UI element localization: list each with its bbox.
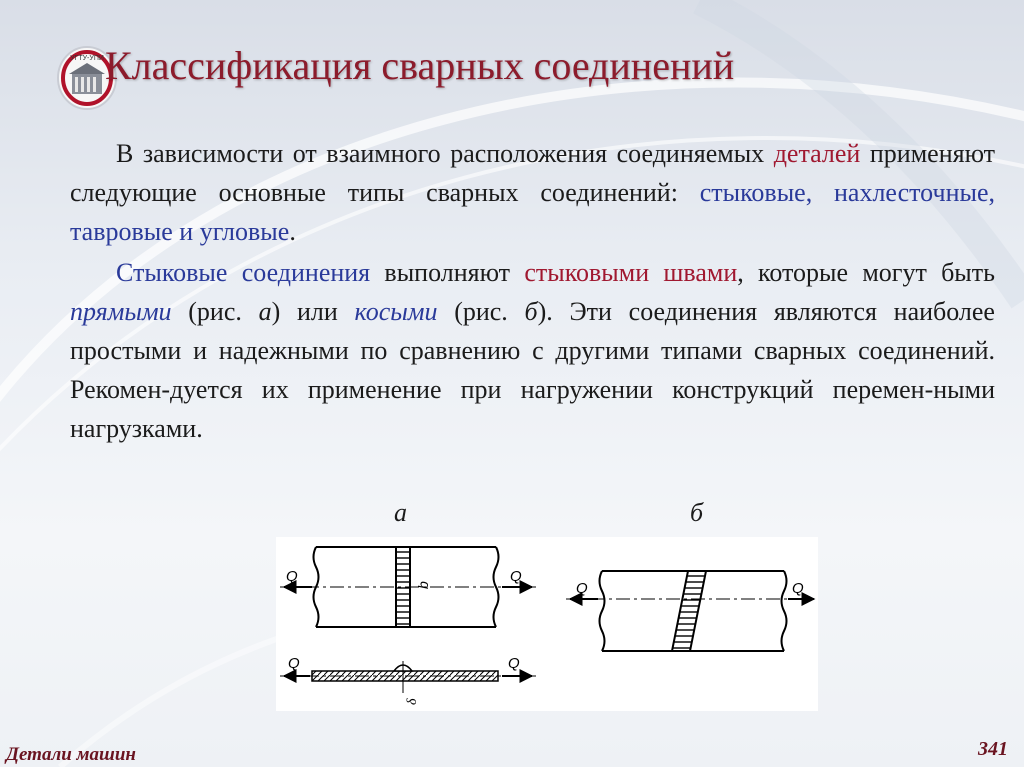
load-label-right-b: Q (792, 580, 804, 597)
p2-text-5: (рис. (437, 297, 525, 326)
p2-text-1: выполняют (370, 258, 525, 287)
paragraph-types (70, 134, 995, 251)
paragraph-butt-joints (70, 253, 995, 448)
p1-text-3: . (289, 217, 296, 246)
width-label-b: b (415, 581, 431, 589)
slide-body (70, 134, 995, 448)
logo-text: УГТУ-УПИ (70, 55, 104, 62)
footer-course-name: Детали машин (6, 744, 136, 765)
term-butt-joints: Стыковые соединения (116, 258, 371, 287)
figure-label-b: б (690, 498, 704, 527)
load-label-left-section: Q (288, 655, 300, 672)
straight-butt-joint-section (280, 655, 536, 705)
load-label-right-section: Q (508, 655, 520, 672)
slide-number: 341 (978, 738, 1008, 760)
load-label-left-a: Q (286, 568, 298, 585)
p2-text-2: , которые могут быть (737, 258, 995, 287)
straight-butt-joint-top (280, 547, 536, 627)
weld-figure (276, 537, 818, 711)
fig-ref-a: а (258, 297, 272, 326)
term-butt-seams: стыковыми швами (524, 258, 738, 287)
p2-text-3: (рис. (171, 297, 259, 326)
p2-text-6: ). Эти соединения являются наиболее простыми и надежными по сравнению с другими типами сварных соединений. Рекомен-дуется их применение при нагружении конструкций перемен-ными нагрузками. (70, 297, 995, 443)
term-joint-types: стыковые, нахлесточные, тавровые и угловые (70, 178, 995, 246)
p1-text-2: применяют следующие основные типы сварных соединений: (70, 139, 996, 207)
fig-ref-b: б (524, 297, 538, 326)
weld-diagram (276, 537, 818, 711)
term-oblique: косыми (354, 297, 438, 326)
slide-title: Классификация сварных соединений (105, 43, 735, 88)
term-straight: прямыми (70, 297, 172, 326)
load-label-left-b: Q (576, 580, 588, 597)
figure-label-a: а (394, 498, 407, 527)
p2-text-4: ) или (271, 297, 355, 326)
term-parts: деталей (773, 139, 861, 168)
thickness-label: δ (405, 698, 420, 705)
load-label-right-a: Q (510, 568, 522, 585)
oblique-butt-joint (566, 571, 816, 651)
p1-text-1: В зависимости от взаимного расположения соединяемых (116, 139, 765, 168)
